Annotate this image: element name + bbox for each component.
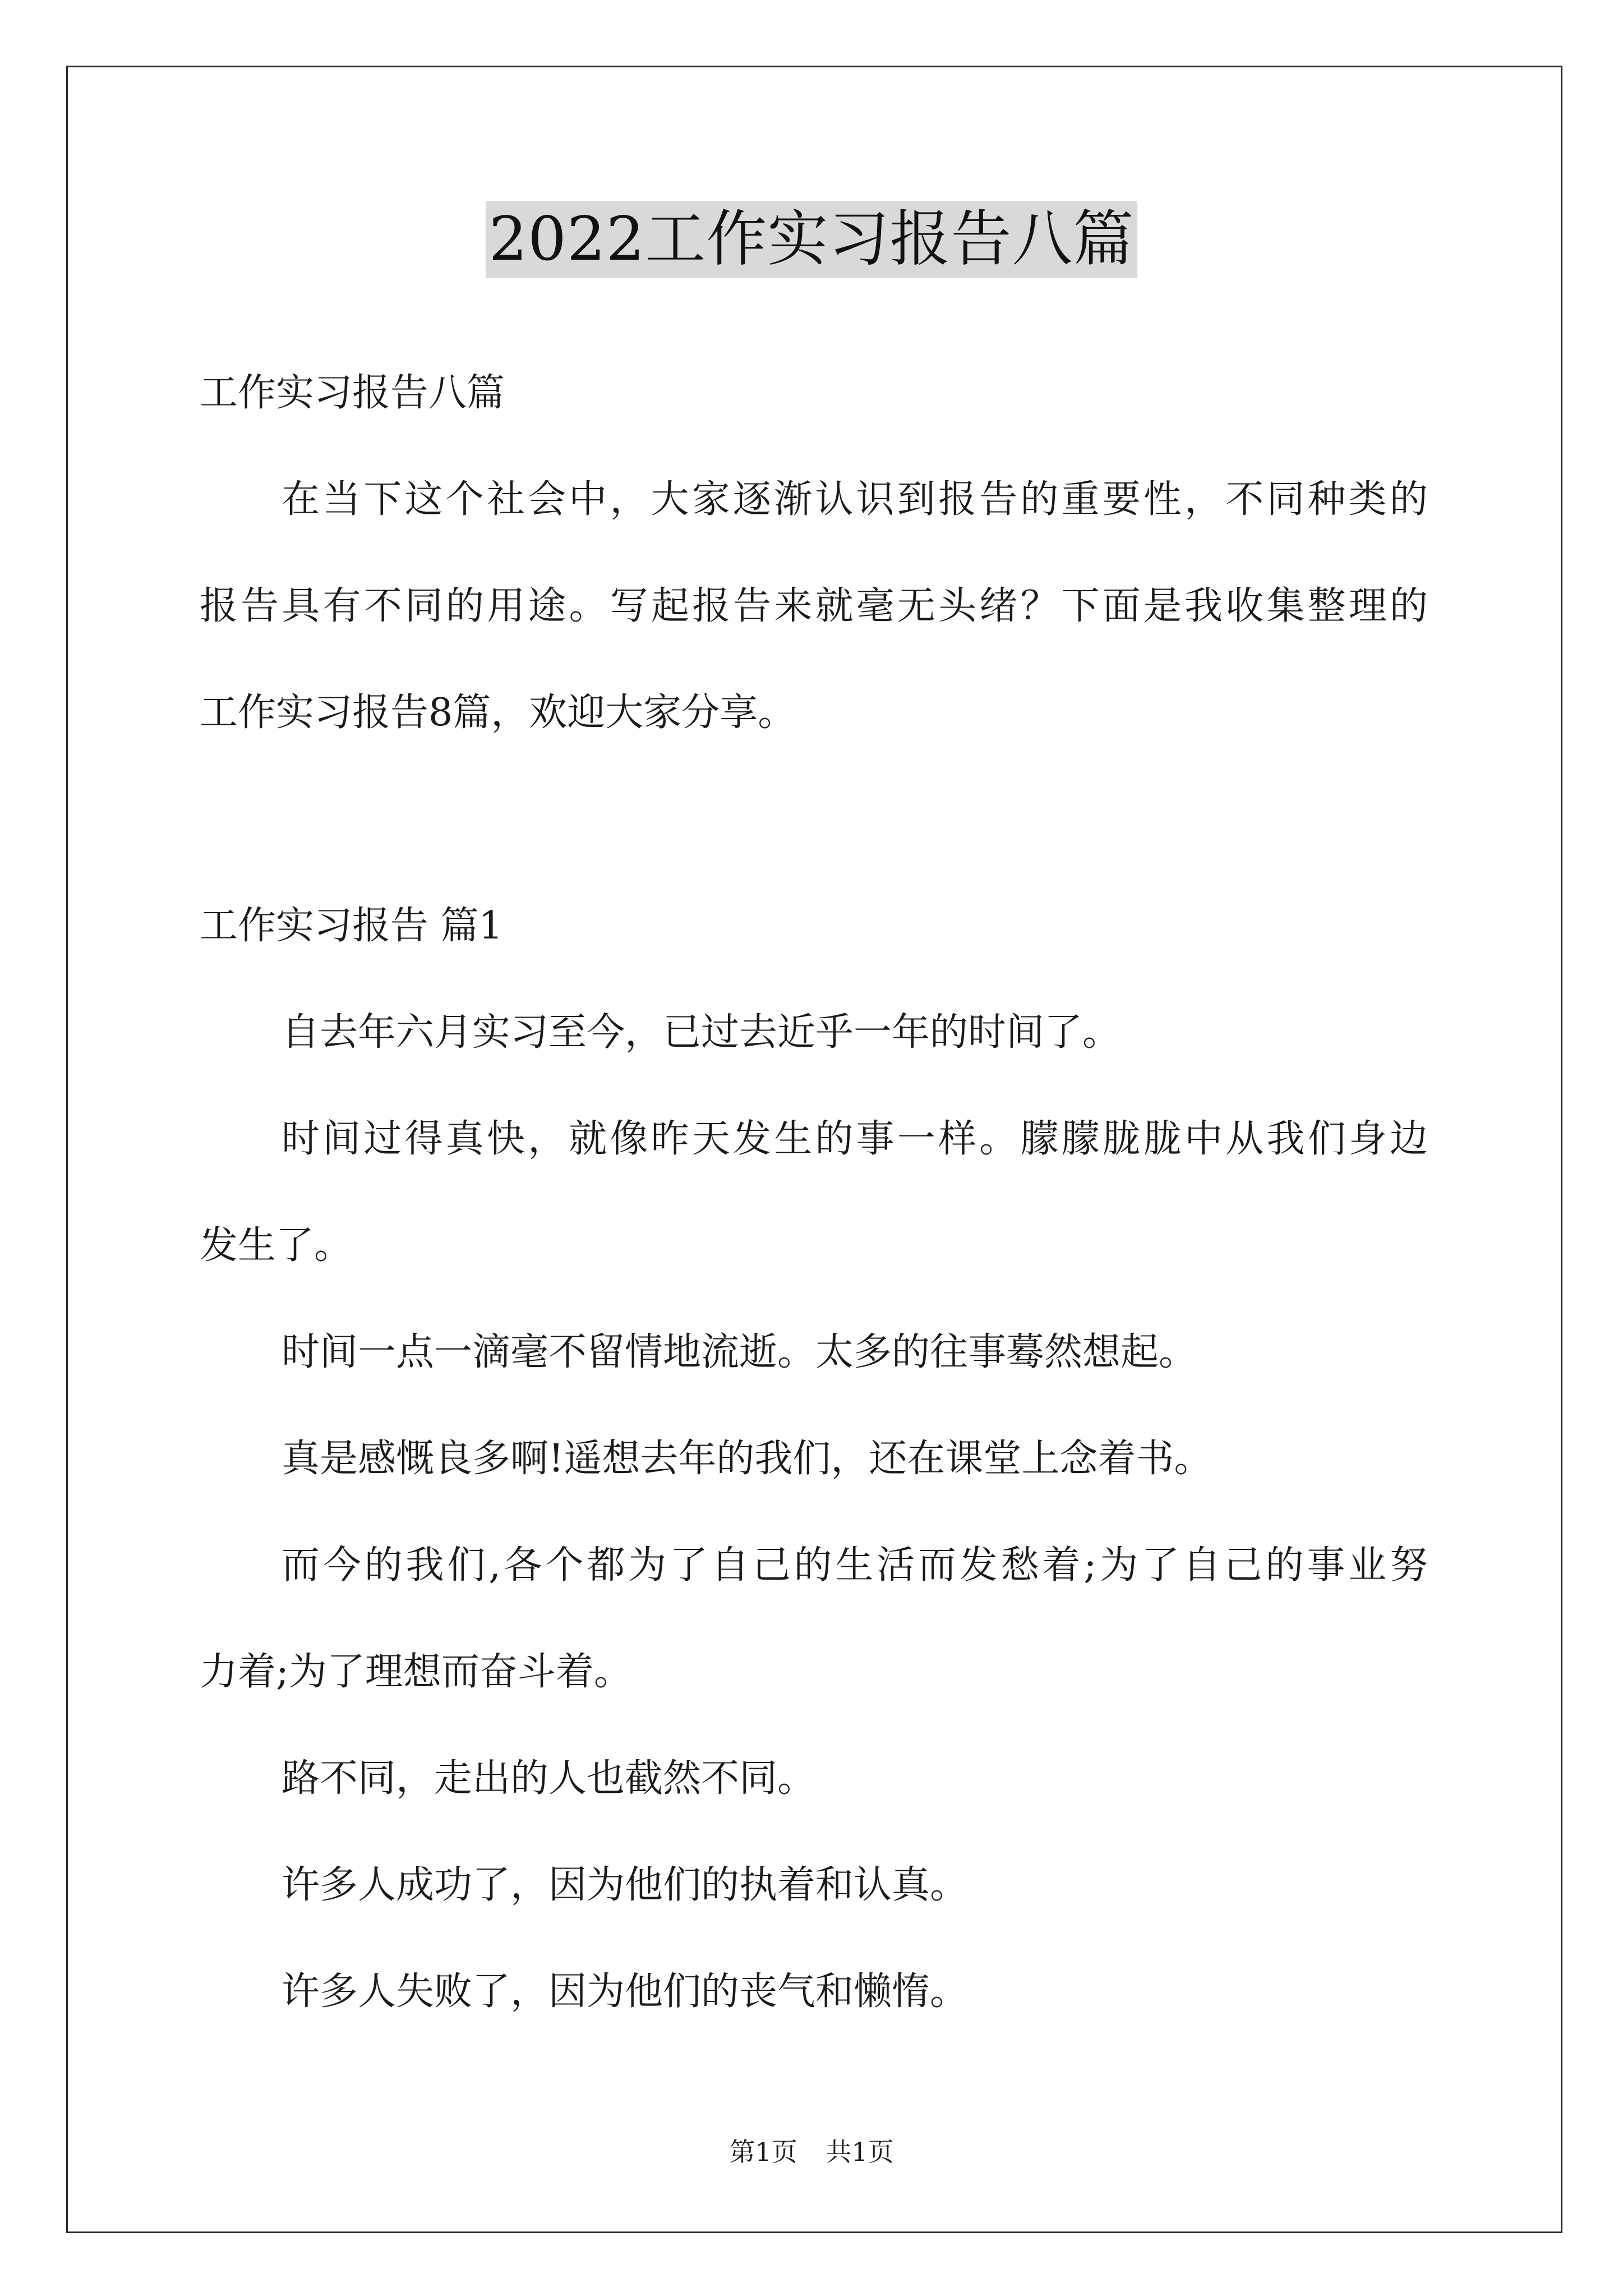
- intro-line-2: 报告具有不同的用途。写起报告来就毫无头绪？下面是我收集整理的: [200, 584, 1428, 628]
- document-title: 2022工作实习报告八篇: [486, 201, 1138, 278]
- page-number-total: 共1页: [826, 2137, 894, 2167]
- intro-line-3: 工作实习报告8篇，欢迎大家分享。: [200, 691, 796, 735]
- paragraph-line: 路不同，走出的人也截然不同。: [282, 1756, 816, 1801]
- paragraph-line: 许多人失败了，因为他们的丧气和懒惰。: [282, 1970, 969, 2014]
- document-subtitle: 工作实习报告八篇: [200, 371, 505, 415]
- title-container: [0, 201, 1623, 278]
- paragraph-line: 而今的我们,各个都为了自己的生活而发愁着;为了自己的事业努: [282, 1543, 1428, 1588]
- paragraph-line: 许多人成功了，因为他们的执着和认真。: [282, 1863, 969, 1907]
- section-heading: 工作实习报告 篇1: [200, 904, 503, 948]
- paragraph-line: 时间过得真快，就像昨天发生的事一样。朦朦胧胧中从我们身边: [282, 1117, 1428, 1161]
- paragraph-line: 自去年六月实习至今，已过去近乎一年的时间了。: [282, 1010, 1121, 1055]
- intro-line-1: 在当下这个社会中，大家逐渐认识到报告的重要性，不同种类的: [282, 477, 1428, 522]
- page-footer: [0, 2132, 1623, 2169]
- paragraph-line: 力着;为了理想而奋斗着。: [200, 1650, 632, 1694]
- document-body: [200, 340, 1428, 2045]
- paragraph-line: 时间一点一滴毫不留情地流逝。太多的往事蓦然想起。: [282, 1330, 1197, 1374]
- page-number-current: 第1页: [729, 2137, 797, 2167]
- paragraph-line: 发生了。: [200, 1223, 353, 1268]
- blank-line: [200, 766, 1428, 873]
- paragraph-line: 真是感慨良多啊!遥想去年的我们，还在课堂上念着书。: [282, 1437, 1212, 1481]
